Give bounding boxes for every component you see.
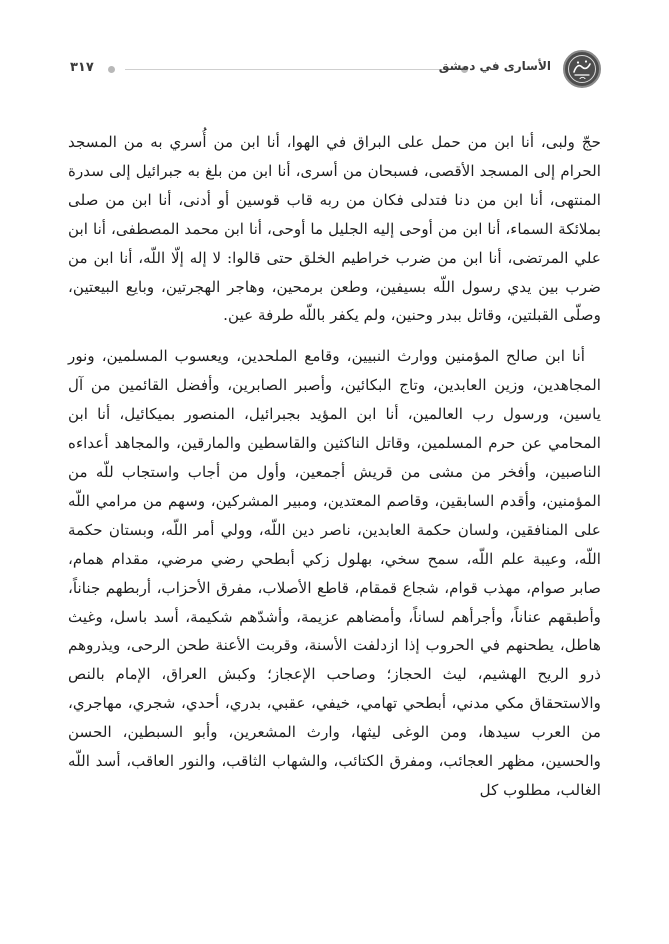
running-title: الأسارى في دمشق	[438, 59, 551, 73]
paragraph-2: أنا ابن صالح المؤمنين ووارث النبيين، وقامع الملحدين، ويعسوب المسلمين، ونور المجاهدين، وزين العابدين، وتاج البكائين، وأصبر الصابرين، وأفضل القائمين من آل ياسين، ورسول رب العالمين، أنا ابن المؤيد بجبرائيل، المنصور بميكائيل، أنا ابن المحامي عن حرم المسلمين، وقاتل الناكثين والقاسطين والمارقين، والمجاهد أعداءه الناصبين، وأفخر من مشى من قريش أجمعين، وأول من أجاب واستجاب للّه من المؤمنين، وأقدم السابقين، وقاصم المعتدين، ومبير المشركين، وسهم من مرامي اللّه على المنافقين، ولسان حكمة العابدين، ناصر دين اللّه، وولي أمر اللّه، وبستان حكمة اللّه، وعيبة علم اللّه، سمح سخي، بهلول زكي أبطحي رضي مرضي، مقدام همام، صابر صوام، مهذب قوام، شجاع قمقام، قاطع الأصلاب، مفرق الأحزاب، أربطهم جناناً، وأطبقهم عناناً، وأجرأهم لساناً، وأمضاهم عزيمة، وأشدّهم شكيمة، أسد باسل، وغيث هاطل، يطحنهم في الحروب إذا ازدلفت الأسنة، وقربت الأعنة طحن الرحى، ويذروهم ذرو الريح الهشيم، ليث الحجاز؛ وصاحب الإعجاز؛ وكبش العراق، الإمام بالنص والاستحقاق مكي مدني، أبطحي تهامي، خيفي، عقبي، بدري، أحدي، شجري، مهاجري، من العرب سيدها، ومن الوغى ليثها، وارث المشعرين، وأبو السبطين، الحسن والحسين، مظهر العجائب، ومفرق الكتائب، والشهاب الثاقب، والنور العاقب، أسد اللّه الغالب، مطلوب كل	[68, 347, 601, 799]
page-number: ٣١٧	[70, 60, 94, 75]
header-rule	[125, 69, 456, 70]
page-header	[70, 50, 601, 94]
page-body	[68, 128, 601, 805]
publisher-logo-icon	[563, 50, 601, 88]
header-dot-left	[108, 66, 115, 73]
paragraph-1: حجّ ولبى، أنا ابن من حمل على البراق في الهوا، أنا ابن من أُسري به من المسجد الحرام إلى المسجد الأقصى، فسبحان من أسرى، أنا ابن من بلغ به جبرائيل إلى سدرة المنتهى، أنا ابن من دنا فتدلى فكان من ربه قاب قوسين أو أدنى، أنا ابن من صلى بملائكة السماء، أنا ابن من أوحى إليه الجليل ما أوحى، أنا ابن محمد المصطفى، أنا ابن علي المرتضى، أنا ابن من ضرب خراطيم الخلق حتى قالوا: لا إله إلّا اللّه، أنا ابن من ضرب بين يدي رسول اللّه بسيفين، وطعن برمحين، وهاجر الهجرتين، وبايع البيعتين، وصلّى القبلتين، وقاتل ببدر وحنين، ولم يكفر باللّه طرفة عين.	[68, 133, 601, 325]
